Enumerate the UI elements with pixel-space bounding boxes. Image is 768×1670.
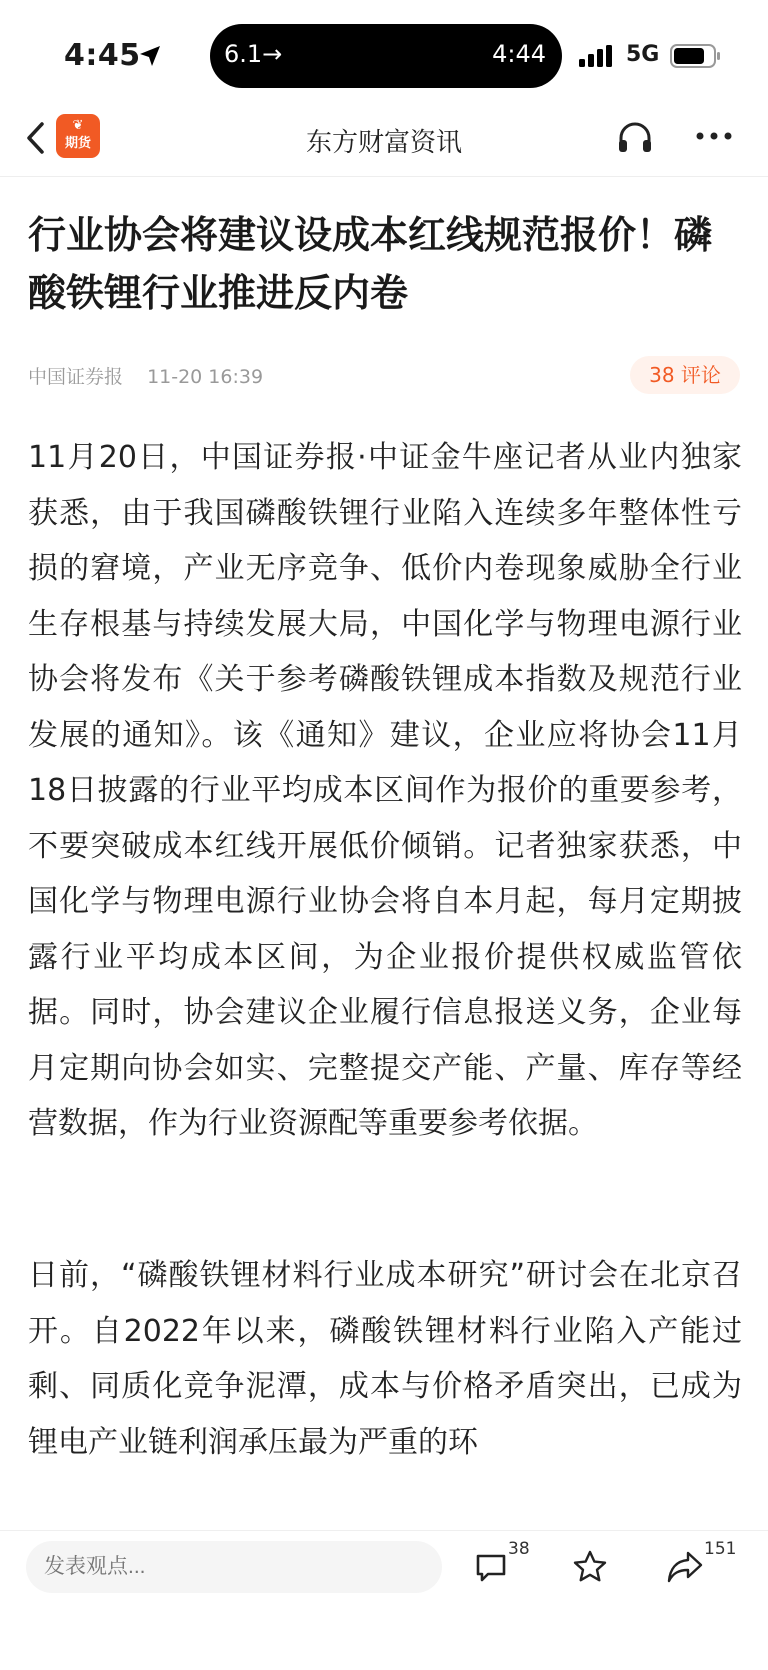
badge-label: 期货 bbox=[64, 136, 91, 151]
more-dots-icon[interactable] bbox=[694, 128, 734, 144]
star-icon[interactable] bbox=[572, 1549, 608, 1585]
island-right-text: 4:44 bbox=[492, 40, 546, 68]
headphones-icon[interactable] bbox=[616, 118, 654, 156]
article-meta bbox=[28, 362, 281, 389]
battery-icon bbox=[670, 44, 722, 68]
article-title: 行业协会将建议设成本红线规范报价！磷酸铁锂行业推进反内卷 bbox=[28, 213, 713, 315]
comment-count: 38 bbox=[508, 1539, 530, 1559]
article-paragraph-2: 日前，“磷酸铁锂材料行业成本研究”研讨会在北京召开。自2022年以来，磷酸铁锂材料行业陷入产能过剩、同质化竞争泥潭，成本与价格矛盾突出，已成为锂电产业链利润承压最为严重的环 bbox=[28, 1258, 742, 1460]
nav-title: 东方财富资讯 bbox=[305, 128, 462, 158]
comment-count-pill[interactable]: 38 评论 bbox=[630, 356, 740, 394]
status-time: 4:45 bbox=[64, 38, 141, 73]
network-type: 5G bbox=[626, 42, 660, 67]
badge-logo-icon: ❦ bbox=[72, 118, 84, 133]
nav-bar bbox=[0, 100, 768, 177]
signal-bars-icon bbox=[579, 45, 615, 67]
comment-input[interactable] bbox=[26, 1541, 442, 1593]
island-left-text: 6.1→ bbox=[224, 40, 283, 68]
share-count: 151 bbox=[704, 1539, 737, 1559]
location-arrow-icon bbox=[138, 44, 162, 68]
share-arrow-icon[interactable] bbox=[666, 1549, 704, 1585]
dynamic-island bbox=[210, 24, 562, 88]
bottom-action-bar bbox=[0, 1530, 768, 1670]
comment-bubble-icon[interactable] bbox=[474, 1551, 508, 1585]
article-source: 中国证券报 bbox=[28, 366, 124, 388]
article-paragraph-1: 11月20日，中国证券报·中证金牛座记者从业内独家获悉，由于我国磷酸铁锂行业陷入连续多年整体性亏损的窘境，产业无序竞争、低价内卷现象威胁全行业生存根基与持续发展大局，中国化学与物理电源行业协会将发布《关于参考磷酸铁锂成本指数及规范行业发展的通知》。该《通知》建议，企业应将协会11月18日披露的行业平均成本区间作为报价的重要参考，不要突破成本红线开展低价倾销。记者独家获悉，中国化学与物理电源行业协会将自本月起，每月定期披露行业平均成本区间，为企业报价提供权威监管依据。同时，协会建议企业履行信息报送义务，企业每月定期向协会如实、完整提交产能、产量、库存等经营数据，作为行业资源配等重要参考依据。 bbox=[28, 440, 742, 1141]
article-time: 11-20 16:39 bbox=[147, 366, 264, 388]
status-bar bbox=[0, 0, 768, 100]
